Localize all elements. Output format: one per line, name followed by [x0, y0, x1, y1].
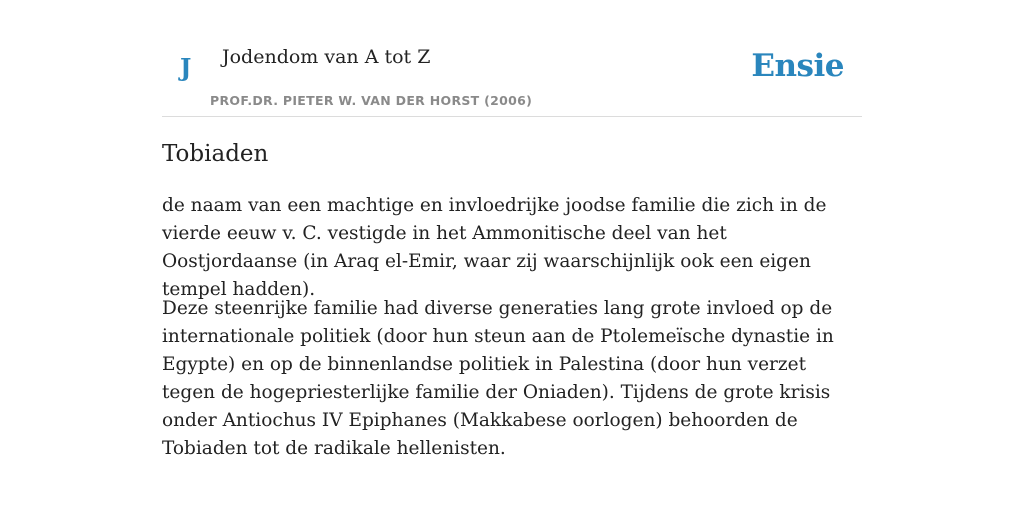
book-title-link[interactable]: Jodendom van A tot Z	[222, 46, 431, 68]
book-logo-icon[interactable]: J	[180, 53, 192, 82]
book-author: PROF.DR. PIETER W. VAN DER HORST (2006)	[210, 93, 533, 108]
ensie-logo[interactable]: Ensie	[751, 48, 844, 84]
page	[162, 0, 862, 459]
header	[162, 0, 862, 117]
entry-title: Tobiaden	[162, 141, 269, 167]
entry-paragraph-1: de naam van een machtige en invloedrijke joodse familie die zich in de vierde eeuw v. C. vestigde in het Ammonitische deel van het Oostjordaanse (in Araq el-Emir, waar zij waarschijnlijk ook een eigen tempel hadden).	[162, 195, 827, 300]
entry-paragraph-2: Deze steenrijke familie had diverse generaties lang grote invloed op de internationale politiek (door hun steun aan de Ptolemeïsche dynastie in Egypte) en op de binnenlandse politiek in Palestina (door hun verzet tegen de hogepriesterlijke familie der Oniaden). Tijdens de grote krisis onder Antiochus IV Epiphanes (Makkabese oorlogen) behoorden de Tobiaden tot de radikale hellenisten.	[162, 298, 834, 459]
